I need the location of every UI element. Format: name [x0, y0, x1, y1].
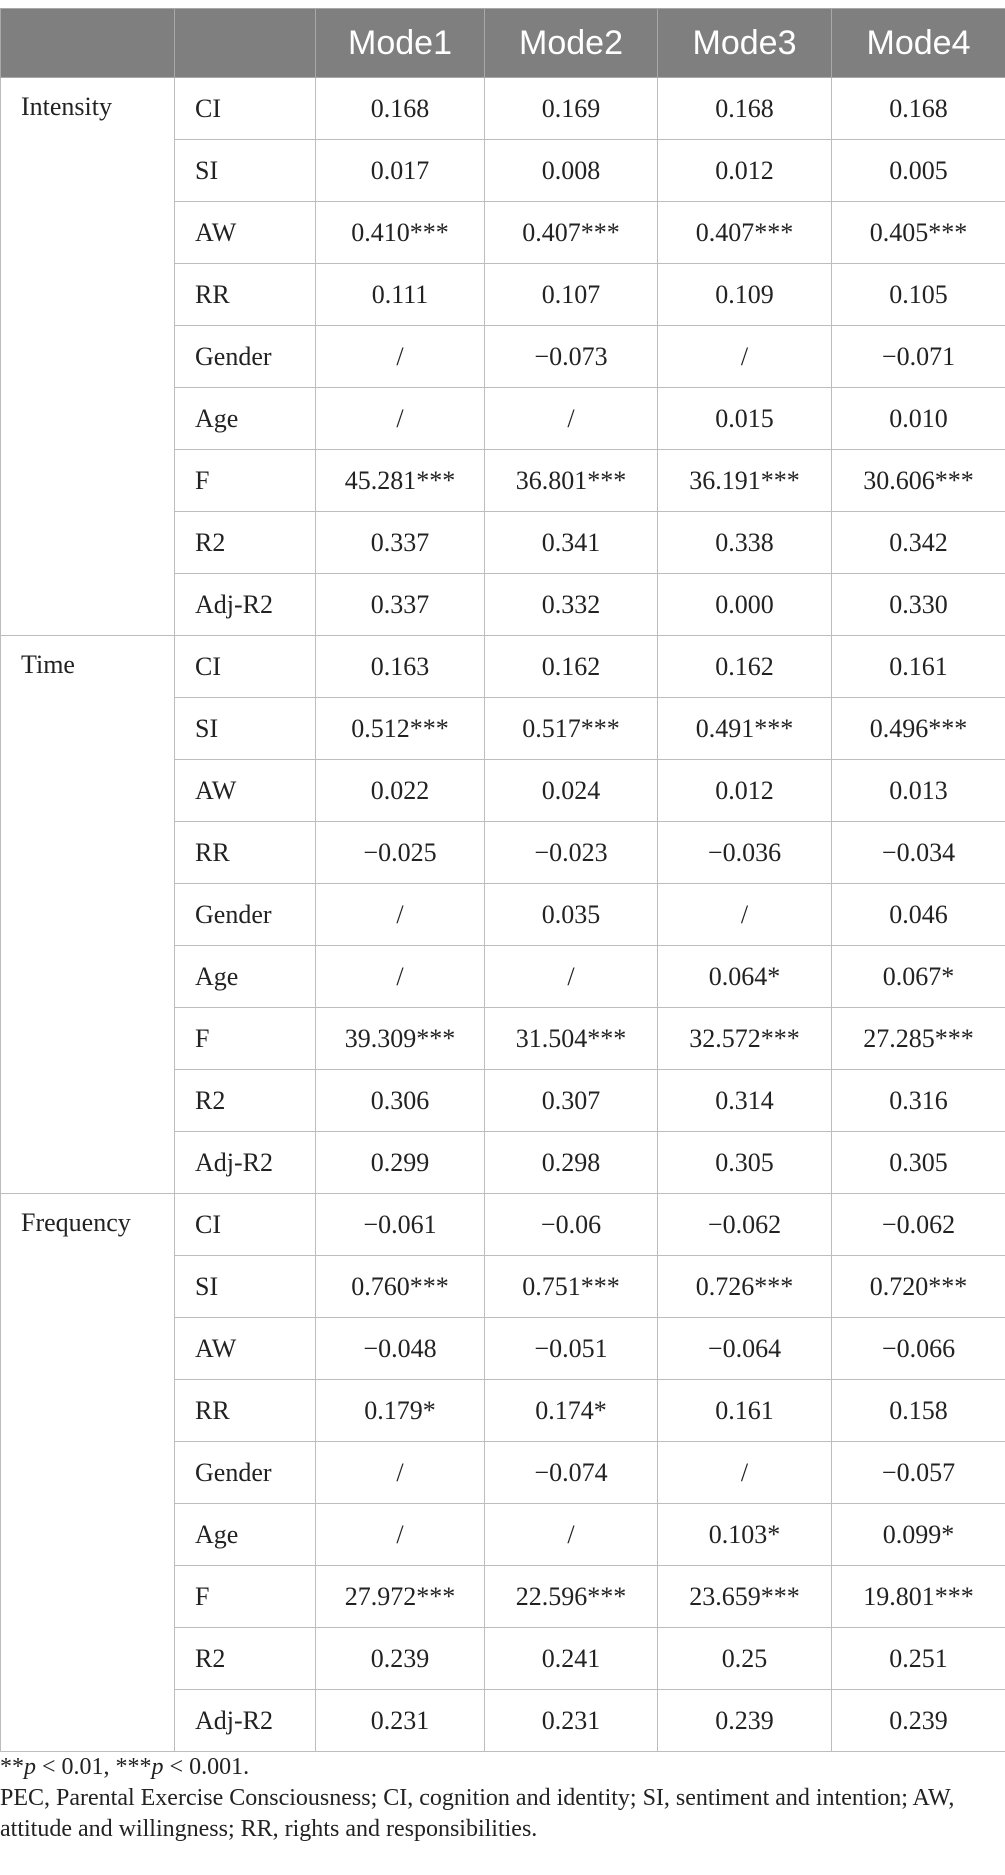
variable-label: Gender [175, 326, 316, 388]
value-cell-mode4: 0.161 [832, 636, 1005, 698]
value-cell-mode3: −0.062 [658, 1194, 832, 1256]
value-cell-mode1: / [316, 388, 485, 450]
value-cell-mode1: 0.239 [316, 1628, 485, 1690]
value-cell-mode2: / [485, 388, 658, 450]
header-cell-mode2: Mode2 [485, 9, 658, 78]
value-cell-mode2: 0.307 [485, 1070, 658, 1132]
value-cell-mode2: −0.06 [485, 1194, 658, 1256]
value-cell-mode1: 0.306 [316, 1070, 485, 1132]
value-cell-mode4: 0.720*** [832, 1256, 1005, 1318]
value-cell-mode1: 27.972*** [316, 1566, 485, 1628]
value-cell-mode2: / [485, 1504, 658, 1566]
value-cell-mode1: 0.512*** [316, 698, 485, 760]
abbreviation-note: PEC, Parental Exercise Consciousness; CI, cognition and identity; SI, sentiment and intention; AW, attitude and willingness; RR, rights and responsibilities. [0, 1785, 955, 1842]
value-cell-mode1: −0.061 [316, 1194, 485, 1256]
table-header [1, 9, 1005, 78]
value-cell-mode2: −0.073 [485, 326, 658, 388]
value-cell-mode2: 36.801*** [485, 450, 658, 512]
variable-label: R2 [175, 1628, 316, 1690]
value-cell-mode4: 0.342 [832, 512, 1005, 574]
variable-label: SI [175, 140, 316, 202]
header-row [1, 9, 1005, 78]
header-cell-mode4: Mode4 [832, 9, 1005, 78]
variable-label: AW [175, 202, 316, 264]
variable-label: CI [175, 1194, 316, 1256]
value-cell-mode3: 0.012 [658, 140, 832, 202]
variable-label: F [175, 450, 316, 512]
value-cell-mode2: 0.241 [485, 1628, 658, 1690]
variable-label: RR [175, 264, 316, 326]
value-cell-mode3: 0.015 [658, 388, 832, 450]
value-cell-mode4: −0.071 [832, 326, 1005, 388]
value-cell-mode3: −0.036 [658, 822, 832, 884]
variable-label: F [175, 1566, 316, 1628]
table-row [1, 78, 1005, 140]
value-cell-mode2: −0.051 [485, 1318, 658, 1380]
value-cell-mode3: 0.726*** [658, 1256, 832, 1318]
value-cell-mode3: / [658, 326, 832, 388]
value-cell-mode2: / [485, 946, 658, 1008]
value-cell-mode2: 0.174* [485, 1380, 658, 1442]
value-cell-mode3: 0.109 [658, 264, 832, 326]
value-cell-mode3: 0.407*** [658, 202, 832, 264]
value-cell-mode3: 36.191*** [658, 450, 832, 512]
value-cell-mode3: 0.25 [658, 1628, 832, 1690]
value-cell-mode4: 0.158 [832, 1380, 1005, 1442]
value-cell-mode1: 0.299 [316, 1132, 485, 1194]
value-cell-mode3: 0.239 [658, 1690, 832, 1752]
value-cell-mode3: 0.305 [658, 1132, 832, 1194]
value-cell-mode2: −0.023 [485, 822, 658, 884]
value-cell-mode2: 0.024 [485, 760, 658, 822]
value-cell-mode2: 0.332 [485, 574, 658, 636]
variable-label: AW [175, 760, 316, 822]
value-cell-mode2: 0.008 [485, 140, 658, 202]
value-cell-mode1: 0.179* [316, 1380, 485, 1442]
header-cell-variable [175, 9, 316, 78]
value-cell-mode1: 39.309*** [316, 1008, 485, 1070]
variable-label: R2 [175, 512, 316, 574]
value-cell-mode4: 0.013 [832, 760, 1005, 822]
variable-label: Adj-R2 [175, 1132, 316, 1194]
value-cell-mode4: 0.105 [832, 264, 1005, 326]
value-cell-mode4: 0.168 [832, 78, 1005, 140]
value-cell-mode3: 0.000 [658, 574, 832, 636]
value-cell-mode1: / [316, 884, 485, 946]
value-cell-mode3: 0.103* [658, 1504, 832, 1566]
variable-label: Adj-R2 [175, 1690, 316, 1752]
value-cell-mode3: 0.168 [658, 78, 832, 140]
value-cell-mode4: 0.405*** [832, 202, 1005, 264]
value-cell-mode1: / [316, 1442, 485, 1504]
value-cell-mode4: 30.606*** [832, 450, 1005, 512]
significance-note: **p < 0.01, ***p < 0.001. [0, 1754, 250, 1780]
value-cell-mode2: 0.107 [485, 264, 658, 326]
variable-label: AW [175, 1318, 316, 1380]
header-cell-group [1, 9, 175, 78]
value-cell-mode2: −0.074 [485, 1442, 658, 1504]
variable-label: R2 [175, 1070, 316, 1132]
value-cell-mode4: −0.034 [832, 822, 1005, 884]
regression-table-container [0, 8, 1005, 1752]
value-cell-mode2: 0.517*** [485, 698, 658, 760]
value-cell-mode3: 0.064* [658, 946, 832, 1008]
header-cell-mode1: Mode1 [316, 9, 485, 78]
value-cell-mode1: 45.281*** [316, 450, 485, 512]
value-cell-mode4: 0.067* [832, 946, 1005, 1008]
value-cell-mode3: 0.491*** [658, 698, 832, 760]
value-cell-mode1: / [316, 946, 485, 1008]
value-cell-mode1: 0.337 [316, 574, 485, 636]
value-cell-mode1: 0.231 [316, 1690, 485, 1752]
group-label: Intensity [1, 78, 175, 636]
variable-label: Age [175, 388, 316, 450]
value-cell-mode2: 22.596*** [485, 1566, 658, 1628]
value-cell-mode4: 0.305 [832, 1132, 1005, 1194]
value-cell-mode1: 0.337 [316, 512, 485, 574]
variable-label: F [175, 1008, 316, 1070]
value-cell-mode3: 0.012 [658, 760, 832, 822]
variable-label: Gender [175, 884, 316, 946]
value-cell-mode1: / [316, 326, 485, 388]
value-cell-mode3: 0.314 [658, 1070, 832, 1132]
value-cell-mode3: 32.572*** [658, 1008, 832, 1070]
variable-label: RR [175, 1380, 316, 1442]
value-cell-mode3: / [658, 884, 832, 946]
value-cell-mode1: 0.168 [316, 78, 485, 140]
value-cell-mode1: 0.017 [316, 140, 485, 202]
value-cell-mode1: / [316, 1504, 485, 1566]
variable-label: Age [175, 1504, 316, 1566]
value-cell-mode4: 0.496*** [832, 698, 1005, 760]
variable-label: RR [175, 822, 316, 884]
variable-label: Adj-R2 [175, 574, 316, 636]
value-cell-mode2: 31.504*** [485, 1008, 658, 1070]
table-row [1, 636, 1005, 698]
value-cell-mode4: −0.057 [832, 1442, 1005, 1504]
value-cell-mode3: 23.659*** [658, 1566, 832, 1628]
value-cell-mode2: 0.407*** [485, 202, 658, 264]
value-cell-mode4: 27.285*** [832, 1008, 1005, 1070]
value-cell-mode4: 19.801*** [832, 1566, 1005, 1628]
table-row [1, 1194, 1005, 1256]
value-cell-mode4: −0.066 [832, 1318, 1005, 1380]
value-cell-mode3: −0.064 [658, 1318, 832, 1380]
value-cell-mode1: 0.760*** [316, 1256, 485, 1318]
value-cell-mode2: 0.341 [485, 512, 658, 574]
value-cell-mode1: 0.111 [316, 264, 485, 326]
value-cell-mode1: −0.048 [316, 1318, 485, 1380]
value-cell-mode1: 0.022 [316, 760, 485, 822]
value-cell-mode2: 0.751*** [485, 1256, 658, 1318]
value-cell-mode4: 0.251 [832, 1628, 1005, 1690]
value-cell-mode3: 0.162 [658, 636, 832, 698]
group-label: Time [1, 636, 175, 1194]
value-cell-mode4: 0.046 [832, 884, 1005, 946]
value-cell-mode4: 0.099* [832, 1504, 1005, 1566]
value-cell-mode4: 0.316 [832, 1070, 1005, 1132]
variable-label: CI [175, 78, 316, 140]
table-body [1, 78, 1005, 1752]
table-footnotes [0, 1752, 960, 1845]
value-cell-mode2: 0.231 [485, 1690, 658, 1752]
value-cell-mode3: 0.338 [658, 512, 832, 574]
variable-label: SI [175, 1256, 316, 1318]
value-cell-mode1: 0.163 [316, 636, 485, 698]
value-cell-mode3: / [658, 1442, 832, 1504]
header-cell-mode3: Mode3 [658, 9, 832, 78]
value-cell-mode4: −0.062 [832, 1194, 1005, 1256]
value-cell-mode2: 0.035 [485, 884, 658, 946]
value-cell-mode1: 0.410*** [316, 202, 485, 264]
value-cell-mode3: 0.161 [658, 1380, 832, 1442]
value-cell-mode2: 0.162 [485, 636, 658, 698]
regression-table [0, 8, 1005, 1752]
variable-label: SI [175, 698, 316, 760]
variable-label: Age [175, 946, 316, 1008]
variable-label: CI [175, 636, 316, 698]
group-label: Frequency [1, 1194, 175, 1752]
value-cell-mode4: 0.010 [832, 388, 1005, 450]
variable-label: Gender [175, 1442, 316, 1504]
value-cell-mode4: 0.239 [832, 1690, 1005, 1752]
value-cell-mode4: 0.005 [832, 140, 1005, 202]
value-cell-mode2: 0.169 [485, 78, 658, 140]
value-cell-mode4: 0.330 [832, 574, 1005, 636]
value-cell-mode1: −0.025 [316, 822, 485, 884]
value-cell-mode2: 0.298 [485, 1132, 658, 1194]
